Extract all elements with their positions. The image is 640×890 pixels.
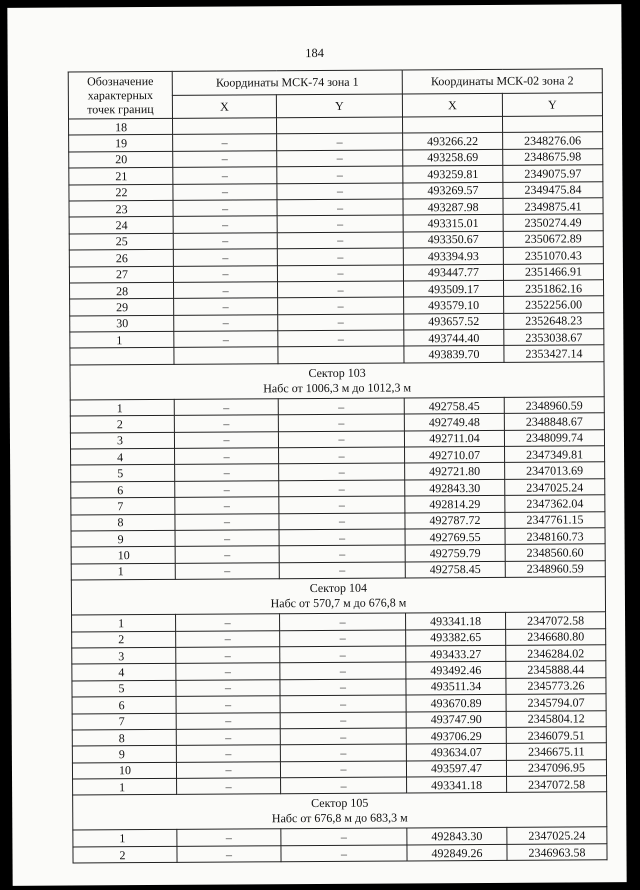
msk74-y-cell: –: [280, 728, 406, 745]
point-cell: 19: [69, 135, 173, 152]
msk02-x-cell: 492749.48: [404, 414, 504, 431]
msk74-x-cell: –: [177, 846, 281, 863]
point-cell: 9: [71, 530, 175, 547]
sector-title: Сектор 103: [308, 365, 366, 380]
msk74-y-cell: –: [277, 215, 403, 232]
sector-header-row: [70, 362, 604, 400]
msk74-x-cell: –: [175, 546, 279, 563]
msk74-y-cell: –: [277, 264, 403, 281]
msk74-y-cell: –: [279, 529, 405, 546]
table-row: [73, 844, 607, 864]
sector-title: Сектор 105: [311, 796, 369, 811]
msk02-x-cell: 493433.27: [406, 645, 506, 662]
msk02-y-cell: 2351070.43: [503, 247, 603, 264]
header-msk02-y: Y: [502, 92, 602, 116]
msk02-x-cell: 493492.46: [406, 662, 506, 679]
msk74-x-cell: [174, 347, 278, 364]
msk74-x-cell: –: [175, 481, 279, 498]
point-cell: 24: [69, 217, 173, 234]
point-cell: 5: [72, 680, 176, 697]
msk02-x-cell: 493747.90: [406, 711, 506, 728]
msk02-x-cell: 493382.65: [406, 629, 506, 646]
msk02-x-cell: 493839.70: [404, 346, 504, 363]
msk02-x-cell: 492759.79: [405, 545, 505, 562]
msk02-x-cell: 492849.26: [407, 844, 507, 861]
point-cell: 1: [70, 331, 174, 348]
msk74-y-cell: –: [277, 183, 403, 200]
point-cell: 3: [72, 647, 176, 664]
msk74-x-cell: –: [175, 448, 279, 465]
msk74-y-cell: –: [277, 199, 403, 216]
sector-header: [71, 577, 605, 615]
msk02-y-cell: 2347013.69: [505, 462, 605, 479]
page-number: 184: [305, 45, 325, 61]
msk02-y-cell: 2353038.67: [504, 329, 604, 346]
msk02-y-cell: 2347072.58: [506, 612, 606, 629]
point-cell: [70, 348, 174, 365]
msk74-y-cell: [277, 117, 403, 134]
msk02-x-cell: 492758.45: [405, 561, 505, 578]
msk74-y-cell: –: [279, 463, 405, 480]
msk02-x-cell: 493350.67: [403, 231, 503, 248]
msk02-y-cell: 2352648.23: [504, 312, 604, 329]
msk02-x-cell: 493657.52: [404, 313, 504, 330]
msk74-y-cell: –: [280, 761, 406, 778]
msk74-y-cell: –: [279, 480, 405, 497]
sector-elevation: Набс от 570,7 м до 676,8 м: [270, 595, 407, 611]
msk74-x-cell: –: [177, 778, 281, 795]
msk02-y-cell: 2353427.14: [504, 345, 604, 362]
point-cell: 2: [73, 846, 177, 863]
msk74-x-cell: –: [173, 249, 277, 266]
msk74-x-cell: –: [176, 663, 280, 680]
msk02-y-cell: 2347761.15: [505, 511, 605, 528]
sector-header-row: [71, 577, 605, 615]
msk02-x-cell: 492843.30: [405, 479, 505, 496]
msk74-x-cell: –: [174, 314, 278, 331]
msk74-x-cell: –: [176, 712, 280, 729]
point-cell: 29: [70, 299, 174, 316]
msk02-x-cell: 492721.80: [405, 463, 505, 480]
msk02-x-cell: 493269.57: [403, 182, 503, 199]
msk74-x-cell: –: [174, 298, 278, 315]
msk02-x-cell: 492814.29: [405, 496, 505, 513]
msk74-x-cell: –: [176, 729, 280, 746]
msk74-x-cell: –: [173, 167, 277, 184]
msk74-y-cell: –: [277, 133, 403, 150]
point-cell: 22: [69, 184, 173, 201]
sector-header: [73, 792, 607, 830]
point-cell: 18: [69, 118, 173, 135]
msk02-y-cell: 2346675.11: [506, 743, 606, 760]
msk74-y-cell: –: [280, 613, 406, 630]
header-msk74-y: Y: [276, 93, 402, 117]
msk02-y-cell: 2349875.41: [503, 198, 603, 215]
msk74-x-cell: –: [176, 761, 280, 778]
msk74-y-cell: –: [280, 646, 406, 663]
msk74-y-cell: –: [281, 828, 407, 845]
msk74-y-cell: –: [279, 496, 405, 513]
point-cell: 1: [72, 615, 176, 632]
msk02-x-cell: 493579.10: [404, 297, 504, 314]
msk02-y-cell: 2347349.81: [505, 446, 605, 463]
msk74-y-cell: –: [280, 679, 406, 696]
msk74-x-cell: –: [173, 183, 277, 200]
msk74-x-cell: –: [176, 647, 280, 664]
msk02-y-cell: 2351466.91: [503, 263, 603, 280]
msk74-y-cell: –: [280, 662, 406, 679]
msk74-x-cell: –: [176, 630, 280, 647]
msk74-y-cell: –: [277, 166, 403, 183]
msk02-y-cell: 2347072.58: [507, 776, 607, 793]
msk74-y-cell: –: [278, 314, 404, 331]
msk02-x-cell: 493266.22: [403, 133, 503, 150]
msk74-x-cell: –: [174, 431, 278, 448]
point-cell: 1: [73, 830, 177, 847]
msk02-x-cell: 493394.93: [403, 247, 503, 264]
msk02-y-cell: 2347025.24: [505, 479, 605, 496]
msk74-y-cell: –: [278, 414, 404, 431]
msk02-y-cell: 2345794.07: [506, 694, 606, 711]
point-cell: 1: [71, 563, 175, 580]
header-msk02-x: X: [402, 93, 502, 117]
msk74-y-cell: –: [278, 431, 404, 448]
msk02-y-cell: 2346079.51: [506, 727, 606, 744]
msk74-x-cell: –: [176, 745, 280, 762]
msk02-y-cell: 2346963.58: [507, 844, 607, 861]
msk02-y-cell: 2350672.89: [503, 230, 603, 247]
msk02-x-cell: 493744.40: [404, 329, 504, 346]
point-cell: 4: [71, 448, 175, 465]
msk74-x-cell: –: [176, 679, 280, 696]
msk02-x-cell: 493634.07: [406, 744, 506, 761]
msk02-y-cell: 2345773.26: [506, 677, 606, 694]
msk02-x-cell: 492843.30: [407, 828, 507, 845]
msk02-x-cell: 493511.34: [406, 678, 506, 695]
msk74-y-cell: –: [277, 248, 403, 265]
msk74-y-cell: [278, 346, 404, 363]
msk74-x-cell: –: [176, 614, 280, 631]
msk74-y-cell: –: [279, 513, 405, 530]
msk02-x-cell: 493447.77: [403, 264, 503, 281]
msk74-x-cell: [173, 118, 277, 135]
msk74-x-cell: –: [173, 151, 277, 168]
msk02-y-cell: 2348560.60: [505, 544, 605, 561]
coordinates-table: [68, 68, 608, 863]
msk02-y-cell: 2350274.49: [503, 214, 603, 231]
msk74-x-cell: –: [175, 497, 279, 514]
msk74-x-cell: –: [173, 265, 277, 282]
header-msk02: Координаты МСК-02 зона 2: [402, 69, 602, 94]
header-msk74-x: X: [172, 94, 276, 118]
msk74-y-cell: –: [278, 297, 404, 314]
msk74-y-cell: –: [280, 695, 406, 712]
msk02-x-cell: 493287.98: [403, 198, 503, 215]
msk02-y-cell: 2348099.74: [504, 429, 604, 446]
msk74-x-cell: –: [174, 399, 278, 416]
msk02-y-cell: 2351862.16: [503, 280, 603, 297]
point-cell: 30: [70, 315, 174, 332]
msk02-y-cell: 2349475.84: [503, 181, 603, 198]
msk02-x-cell: 493341.18: [407, 776, 507, 793]
msk02-x-cell: 492769.55: [405, 528, 505, 545]
msk02-x-cell: 493597.47: [406, 760, 506, 777]
msk74-y-cell: –: [281, 845, 407, 862]
point-cell: 7: [71, 498, 175, 515]
msk02-x-cell: 492787.72: [405, 512, 505, 529]
sector-header-row: [73, 792, 607, 830]
msk02-y-cell: 2347025.24: [507, 827, 607, 844]
point-cell: 8: [71, 514, 175, 531]
msk74-y-cell: –: [277, 232, 403, 249]
point-cell: 20: [69, 151, 173, 168]
msk02-x-cell: 493258.69: [403, 149, 503, 166]
msk74-y-cell: –: [280, 630, 406, 647]
point-cell: 6: [72, 696, 176, 713]
msk74-x-cell: –: [175, 513, 279, 530]
msk74-y-cell: –: [278, 330, 404, 347]
msk74-y-cell: –: [279, 562, 405, 579]
msk74-y-cell: –: [277, 150, 403, 167]
msk02-y-cell: 2348848.67: [504, 413, 604, 430]
point-cell: 21: [69, 168, 173, 185]
msk02-y-cell: 2348675.98: [503, 149, 603, 166]
header-point: Обозначение характерных точек границ: [68, 71, 172, 119]
msk74-x-cell: –: [174, 282, 278, 299]
msk02-y-cell: 2349075.97: [503, 165, 603, 182]
msk74-y-cell: –: [279, 447, 405, 464]
msk74-y-cell: –: [279, 545, 405, 562]
point-cell: 8: [72, 729, 176, 746]
msk02-x-cell: 493706.29: [406, 727, 506, 744]
point-cell: 23: [69, 200, 173, 217]
header-msk74: Координаты МСК-74 зона 1: [172, 70, 402, 95]
msk02-x-cell: 493315.01: [403, 215, 503, 232]
point-cell: 25: [69, 233, 173, 250]
point-cell: 9: [72, 746, 176, 763]
point-cell: 28: [70, 282, 174, 299]
msk74-x-cell: –: [173, 232, 277, 249]
point-cell: 6: [71, 481, 175, 498]
msk74-y-cell: –: [278, 281, 404, 298]
msk02-y-cell: 2348960.59: [504, 397, 604, 414]
msk02-y-cell: 2345804.12: [506, 710, 606, 727]
msk74-x-cell: –: [174, 331, 278, 348]
msk74-x-cell: –: [176, 696, 280, 713]
msk02-y-cell: 2348276.06: [503, 132, 603, 149]
msk74-y-cell: –: [278, 398, 404, 415]
msk02-x-cell: 493509.17: [403, 280, 503, 297]
msk74-x-cell: –: [173, 216, 277, 233]
msk02-y-cell: 2348960.59: [505, 561, 605, 578]
msk74-x-cell: –: [173, 200, 277, 217]
msk02-x-cell: 492711.04: [404, 430, 504, 447]
msk74-x-cell: –: [173, 134, 277, 151]
point-cell: 1: [73, 778, 177, 795]
msk02-y-cell: 2348160.73: [505, 528, 605, 545]
msk02-y-cell: 2347096.95: [506, 759, 606, 776]
msk02-x-cell: 493670.89: [406, 694, 506, 711]
msk74-x-cell: –: [174, 415, 278, 432]
point-cell: 10: [72, 762, 176, 779]
msk02-y-cell: 2347362.04: [505, 495, 605, 512]
msk02-y-cell: 2346680.80: [506, 628, 606, 645]
msk02-x-cell: 493259.81: [403, 166, 503, 183]
msk74-y-cell: –: [280, 711, 406, 728]
point-cell: 2: [72, 631, 176, 648]
msk02-x-cell: [402, 116, 502, 133]
msk74-x-cell: –: [175, 562, 279, 579]
msk02-y-cell: [502, 116, 602, 133]
point-cell: 5: [71, 465, 175, 482]
point-cell: 3: [70, 432, 174, 449]
msk02-y-cell: 2346284.02: [506, 645, 606, 662]
sector-title: Сектор 104: [309, 580, 368, 596]
msk02-x-cell: 492758.45: [404, 397, 504, 414]
msk74-y-cell: –: [280, 744, 406, 761]
msk74-y-cell: –: [281, 777, 407, 794]
msk02-x-cell: 492710.07: [405, 446, 505, 463]
msk02-x-cell: 493341.18: [406, 613, 506, 630]
sector-elevation: Набс от 676,8 м до 683,3 м: [271, 810, 408, 826]
point-cell: 2: [70, 416, 174, 433]
point-cell: 27: [69, 266, 173, 283]
sector-elevation: Набс от 1006,3 м до 1012,3 м: [263, 380, 412, 396]
document-sheet: [7, 4, 626, 886]
msk74-x-cell: –: [175, 530, 279, 547]
point-cell: 7: [72, 713, 176, 730]
point-cell: 10: [71, 547, 175, 564]
msk02-y-cell: 2345888.44: [506, 661, 606, 678]
point-cell: 1: [70, 399, 174, 416]
msk74-x-cell: –: [175, 464, 279, 481]
point-cell: 4: [72, 664, 176, 681]
sector-header: [70, 362, 604, 400]
msk74-x-cell: –: [177, 829, 281, 846]
point-cell: 26: [69, 249, 173, 266]
msk02-y-cell: 2352256.00: [504, 296, 604, 313]
